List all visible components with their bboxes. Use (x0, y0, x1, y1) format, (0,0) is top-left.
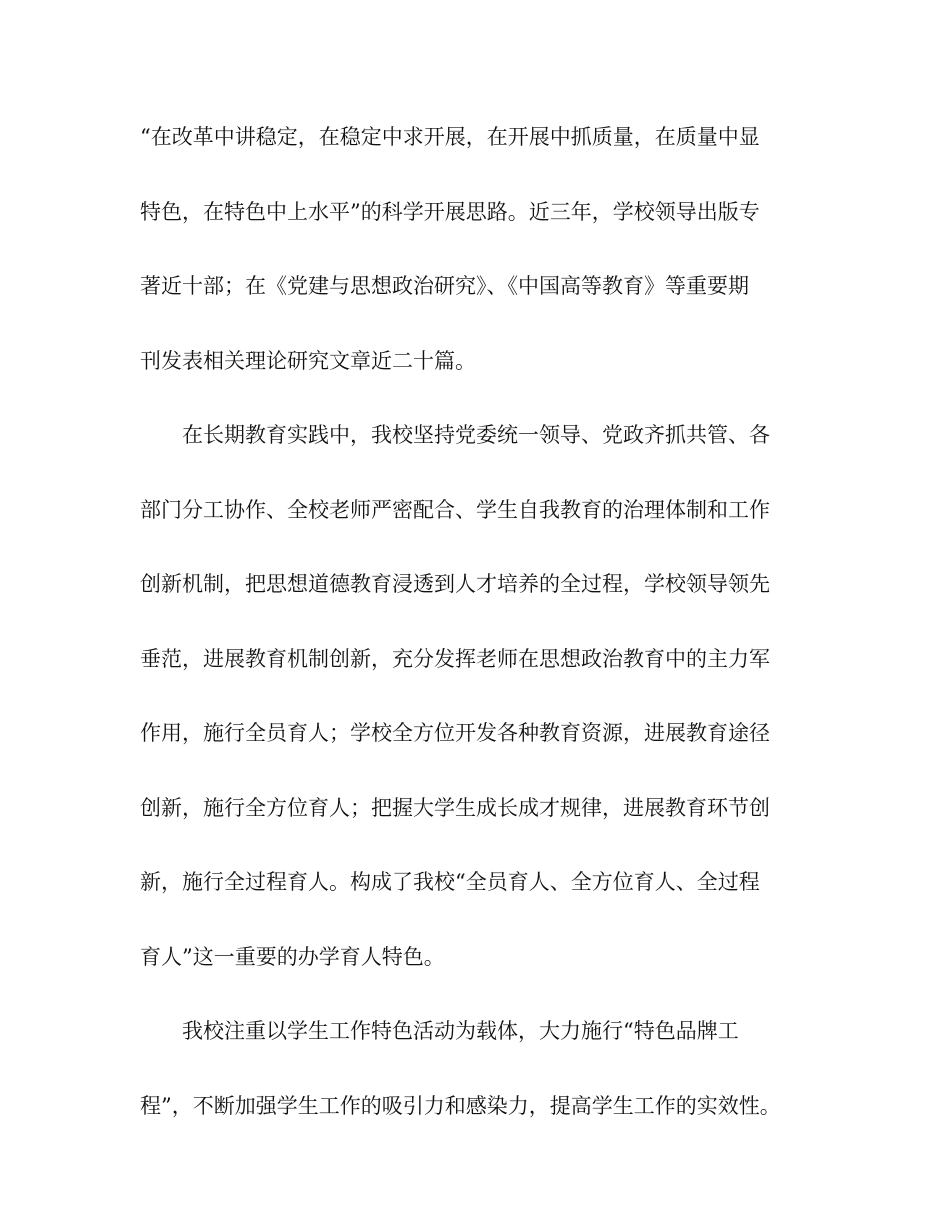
text-line: 我校注重以学生工作特色活动为载体，大力施行“特色品牌工 (182, 1019, 739, 1043)
paragraph-1 (140, 122, 820, 376)
text-line: 著近十部；在《党建与思想政治研究》、《中国高等教育》等重要期 (140, 274, 749, 298)
text-line: 特色，在特色中上水平”的科学开展思路。近三年，学校领导出版专 (140, 199, 760, 224)
text-line: 创新机制，把思想道德教育浸透到人才培养的全过程，学校领导领先 (140, 572, 770, 596)
text-line: 垂范，进展教育机制创新，充分发挥老师在思想政治教育中的主力军 (140, 646, 770, 671)
text-line: 在长期教育实践中，我校坚持党委统一领导、党政齐抓共管、各 (182, 423, 770, 447)
text-line: 部门分工协作、全校老师严密配合、学生自我教育的治理体制和工作 (140, 497, 770, 522)
text-line: 创新，施行全方位育人；把握大学生成长成才规律，进展教育环节创 (140, 795, 770, 820)
text-line: 刊发表相关理论研究文章近二十篇。 (140, 348, 476, 373)
body-text (140, 122, 820, 1165)
paragraph-2 (140, 420, 820, 972)
paragraph-3 (140, 1016, 820, 1121)
text-line: “在改革中讲稳定，在稳定中求开展，在开展中抓质量，在质量中显 (140, 125, 760, 149)
text-line: 程”，不断加强学生工作的吸引力和感染力，提高学生工作的实效性。 (140, 1093, 781, 1118)
text-line: 作用，施行全员育人；学校全方位开发各种教育资源，进展教育途径 (140, 721, 770, 745)
text-line: 育人”这一重要的办学育人特色。 (140, 944, 445, 969)
text-line: 新，施行全过程育人。构成了我校“全员育人、全方位育人、全过程 (140, 870, 760, 894)
